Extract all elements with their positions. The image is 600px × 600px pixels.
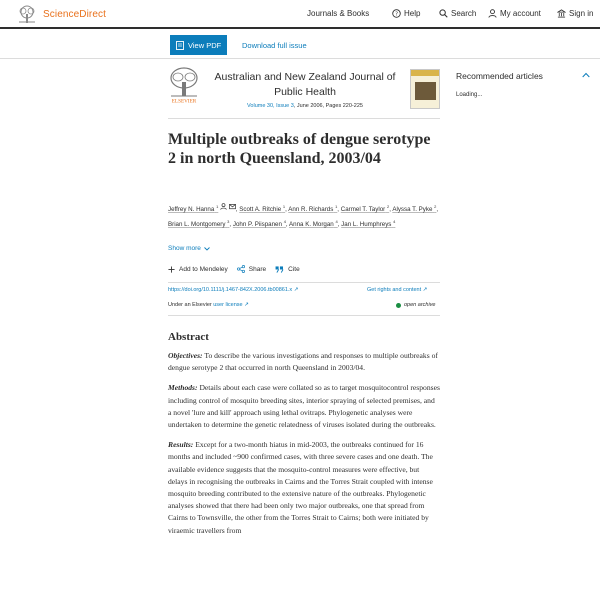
nav-journals-books[interactable] <box>307 9 369 18</box>
issue-date-pages: , June 2006, Pages 220-225 <box>293 103 363 109</box>
brand-name: ScienceDirect <box>43 8 106 20</box>
open-archive-badge <box>396 302 436 308</box>
pdf-icon <box>176 41 184 50</box>
doi-link[interactable] <box>168 287 298 293</box>
author-name: Jeffrey N. Hanna <box>168 206 215 214</box>
author-link[interactable] <box>233 221 286 228</box>
author-link[interactable] <box>239 206 285 213</box>
author-name: Scott A. Ritchie <box>239 206 282 214</box>
author-affiliation: 1 <box>282 204 286 209</box>
author-name: Alyssa T. Pyke <box>392 206 433 214</box>
share-label: Share <box>248 265 267 273</box>
author-link[interactable] <box>341 206 389 213</box>
rights-text: Get rights and content <box>367 287 422 293</box>
cite-button[interactable] <box>275 266 300 273</box>
external-link-icon: ↗ <box>244 302 249 308</box>
recommended-loading: Loading... <box>456 92 483 98</box>
person-icon[interactable] <box>220 203 227 210</box>
help-icon <box>392 9 401 18</box>
author-link[interactable] <box>341 221 395 228</box>
user-license-link[interactable] <box>213 302 249 308</box>
nav-sign-in[interactable] <box>557 9 593 18</box>
author-name: Jan L. Humphreys <box>341 221 392 229</box>
publisher-label: ELSEVIER <box>171 98 197 104</box>
license-link-text: user license <box>213 302 243 308</box>
chevron-down-icon <box>204 247 210 251</box>
author-affiliation: 2 <box>386 204 390 209</box>
open-archive-label: open archive <box>404 302 436 308</box>
search-icon <box>439 9 448 18</box>
doi-text: https://doi.org/10.1111/j.1467-842X.2006.tb00861.x <box>168 287 293 293</box>
author-link[interactable] <box>288 206 337 213</box>
view-pdf-button[interactable] <box>170 35 227 55</box>
author-name: John P. Piispanen <box>232 221 282 229</box>
author-link[interactable] <box>392 206 436 213</box>
add-to-mendeley-button[interactable] <box>168 266 228 273</box>
download-full-issue-link[interactable]: Download full issue <box>242 41 307 50</box>
author-name: Carmel T. Taylor <box>340 206 386 214</box>
share-button[interactable] <box>237 265 266 273</box>
cover-band <box>411 70 440 76</box>
license-prefix: Under an Elsevier <box>168 302 212 308</box>
recommended-articles-heading: Recommended articles <box>456 71 543 81</box>
author-name: Anna K. Morgan <box>289 221 334 229</box>
elsevier-tree-icon <box>16 5 38 23</box>
author-name: Ann R. Richards <box>288 206 334 214</box>
cite-label: Cite <box>288 265 300 273</box>
author-affiliation: 1 <box>216 204 219 209</box>
nav-my-account[interactable] <box>488 9 541 18</box>
article-actions <box>168 265 309 273</box>
article-title: Multiple outbreaks of dengue serotype 2 in north Queensland, 2003/04 <box>168 131 431 167</box>
share-icon <box>237 265 245 273</box>
section-text: Details about each case were collated so as to target mosquitocontrol responses including control of mosquito breeding sites, interior spraying of selected premises, and a novel 'lure and kill' approach using lethal ovitraps. Phylogenetic analyses were undertaken to determine the genetic relatedness of viruses isolated during the outbreaks. <box>168 383 440 430</box>
author-affiliation: 3 <box>227 219 230 225</box>
chevron-up-icon[interactable] <box>582 72 590 78</box>
plus-icon <box>168 266 175 273</box>
svg-text:?: ? <box>395 11 398 18</box>
email-icon[interactable] <box>229 203 236 210</box>
quote-icon <box>275 266 284 273</box>
section-text: Except for a two-month hiatus in mid-2003, the outbreaks continued for 16 months and included ~900 confirmed cases, with three severe cases and one death. The available evidence suggests that the mosquito-control measures were effective, but delays in recognising the outbreaks in Cairns and the Torres Strait coupled with intense mosquito breeding contributed to the extensive nature of the outbreaks. Phylogenetic analyses showed that there had been only two major outbreaks, one that spread from Cairns to Townsville, the other from the Torres Strait to Cairns; both were initiated by viraemic travellers from <box>168 440 433 535</box>
author-affiliation: 2 <box>434 204 437 209</box>
author-link[interactable] <box>168 221 229 228</box>
article-toolbar <box>0 30 600 59</box>
view-pdf-label: View PDF <box>188 40 222 50</box>
abstract-body <box>168 350 440 545</box>
author-link[interactable] <box>168 206 218 213</box>
site-header <box>0 0 600 29</box>
external-link-icon: ↗ <box>422 287 428 293</box>
nav-help-label: Help <box>404 9 421 18</box>
volume-issue-link[interactable]: Volume 30, Issue 3 <box>247 103 294 109</box>
divider <box>168 118 440 119</box>
abstract-section <box>168 439 440 537</box>
section-label: Objectives: <box>168 351 203 360</box>
section-label: Results: <box>168 440 194 450</box>
sciencedirect-logo[interactable] <box>16 5 106 23</box>
journal-title[interactable]: Australian and New Zealand Journal of Public Health <box>214 71 396 98</box>
nav-journals-label: Journals & Books <box>307 9 370 18</box>
section-label: Methods: <box>168 383 198 393</box>
section-text: To describe the various investigations and responses to multiple outbreaks of dengue serotype 2 that occurred in north Queensland in 2003/04. <box>168 351 438 373</box>
elsevier-tree-icon <box>168 66 200 104</box>
author-affiliation: 4 <box>335 219 338 225</box>
nav-search-label: Search <box>451 9 477 18</box>
nav-account-label: My account <box>500 9 541 18</box>
author-link[interactable] <box>289 221 338 228</box>
user-icon <box>488 9 497 18</box>
license-info <box>168 302 249 308</box>
author-icons <box>220 203 236 215</box>
journal-cover-image[interactable] <box>410 69 440 109</box>
external-link-icon: ↗ <box>293 287 299 293</box>
abstract-section <box>168 350 440 374</box>
show-more-button[interactable] <box>168 245 210 252</box>
divider <box>168 282 440 283</box>
divider <box>168 315 440 316</box>
mendeley-label: Add to Mendeley <box>179 265 228 273</box>
author-list: Jeffrey N. Hanna $^1$ , Scott A. Ritchie $^1$, Ann R. Richards $^1$, Carmel T. Taylor $^2$, Alyssa T. Pyke $^2$, Brian L. Montgomery $^3$, John P. Piispanen $^4$, Anna K. Morgan $^4$, Jan L. Humphreys $^4$ <box>168 204 439 229</box>
nav-search[interactable] <box>439 9 476 18</box>
show-more-label: Show more <box>168 245 201 252</box>
journal-issue-info <box>205 103 405 109</box>
open-archive-icon <box>396 303 401 308</box>
rights-content-link[interactable] <box>367 287 427 293</box>
author-affiliation: 1 <box>335 204 338 209</box>
author-affiliation: 4 <box>393 219 396 225</box>
author-name: Brian L. Montgomery <box>168 221 226 229</box>
abstract-heading: Abstract <box>168 331 209 343</box>
author-affiliation: 4 <box>283 219 286 225</box>
abstract-section <box>168 382 440 431</box>
nav-signin-label: Sign in <box>569 9 594 18</box>
nav-help[interactable] <box>392 9 420 18</box>
cover-picture <box>415 82 436 100</box>
elsevier-journal-logo[interactable] <box>168 66 200 104</box>
institution-icon <box>557 9 566 18</box>
